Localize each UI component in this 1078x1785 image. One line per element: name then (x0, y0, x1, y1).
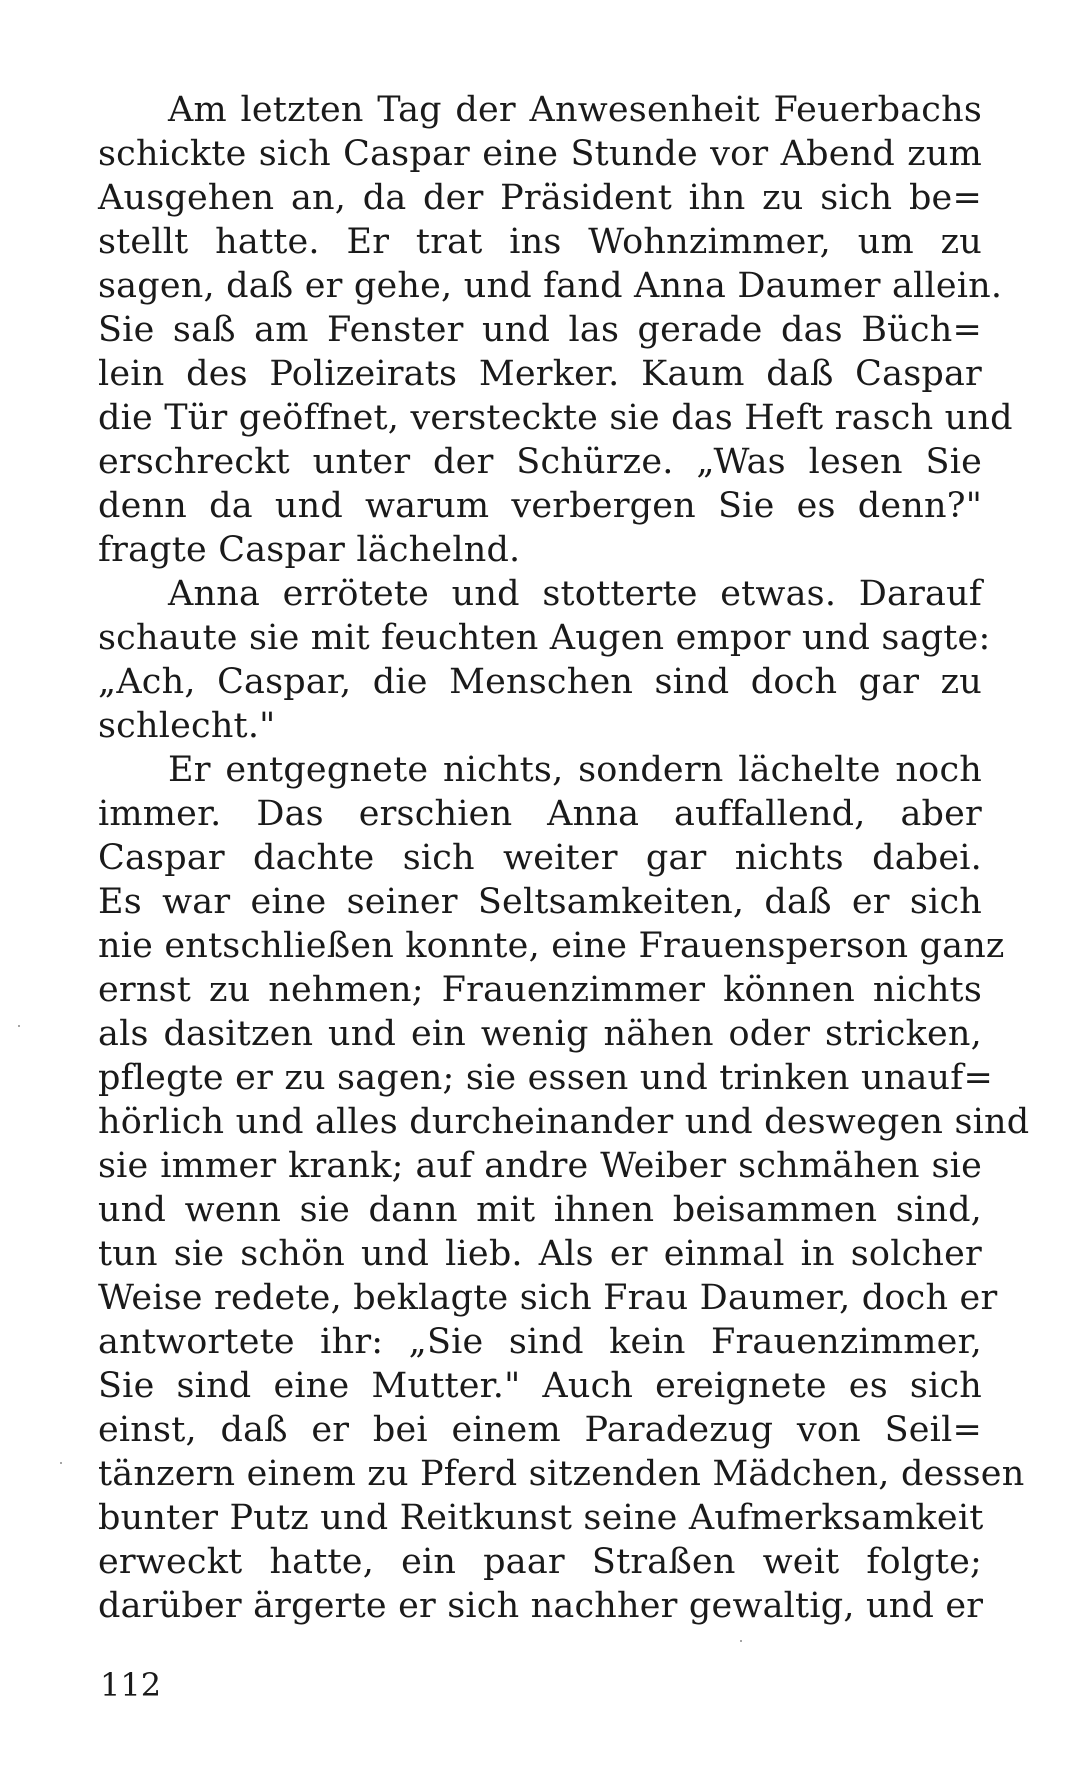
paper-speck (740, 1640, 742, 1642)
text-line: immer. Das erschien Anna auffallend, aber (98, 794, 982, 834)
text-line: denn da und warum verbergen Sie es denn?" (98, 486, 982, 526)
body-text (98, 88, 1030, 1628)
text-line: pflegte er zu sagen; sie essen und trinken unauf= (98, 1058, 993, 1098)
text-line: stellt hatte. Er trat ins Wohnzimmer, um zu (98, 222, 982, 262)
text-line: als dasitzen und ein wenig nähen oder stricken, (98, 1014, 982, 1054)
text-line: Sie saß am Fenster und las gerade das Büch= (98, 310, 982, 350)
text-line: antwortete ihr: „Sie sind kein Frauenzimmer, (98, 1322, 982, 1362)
text-line: Anna errötete und stotterte etwas. Darauf (168, 574, 982, 614)
text-line: Sie sind eine Mutter." Auch ereignete es sich (98, 1366, 982, 1406)
text-line: Weise redete, beklagte sich Frau Daumer, doch er (98, 1278, 998, 1318)
text-line: fragte Caspar lächelnd. (98, 530, 521, 570)
text-line: lein des Polizeirats Merker. Kaum daß Caspar (98, 354, 982, 394)
text-line: sie immer krank; auf andre Weiber schmähen sie (98, 1146, 982, 1186)
text-line: Caspar dachte sich weiter gar nichts dabei. (98, 838, 982, 878)
page-number: 112 (100, 1666, 162, 1704)
text-line: sagen, daß er gehe, und fand Anna Daumer allein. (98, 266, 1003, 306)
text-line: schickte sich Caspar eine Stunde vor Abend zum (98, 134, 982, 174)
text-line: Es war eine seiner Seltsamkeiten, daß er sich (98, 882, 982, 922)
text-line: Ausgehen an, da der Präsident ihn zu sich be= (98, 178, 982, 218)
text-line: Am letzten Tag der Anwesenheit Feuerbachs (168, 90, 982, 130)
text-line: erschreckt unter der Schürze. „Was lesen Sie (98, 442, 982, 482)
text-line: ernst zu nehmen; Frauenzimmer können nichts (98, 970, 982, 1010)
text-line: tänzern einem zu Pferd sitzenden Mädchen, dessen (98, 1454, 1025, 1494)
text-line: hörlich und alles durcheinander und deswegen sind (98, 1102, 1030, 1142)
text-line: die Tür geöffnet, versteckte sie das Heft rasch und (98, 398, 1013, 438)
paper-speck (18, 1025, 20, 1027)
text-line: nie entschließen konnte, eine Frauensperson ganz (98, 926, 1005, 966)
text-line: schaute sie mit feuchten Augen empor und sagte: (98, 618, 991, 658)
text-line: darüber ärgerte er sich nachher gewaltig, und er (98, 1586, 984, 1626)
text-line: erweckt hatte, ein paar Straßen weit folgte; (98, 1542, 982, 1582)
paper-speck (60, 1462, 62, 1464)
text-line: „Ach, Caspar, die Menschen sind doch gar zu (98, 662, 982, 702)
text-line: Er entgegnete nichts, sondern lächelte noch (168, 750, 982, 790)
text-line: einst, daß er bei einem Paradezug von Seil= (98, 1410, 982, 1450)
text-line: und wenn sie dann mit ihnen beisammen sind, (98, 1190, 982, 1230)
text-line: schlecht." (98, 706, 276, 746)
text-line: tun sie schön und lieb. Als er einmal in solcher (98, 1234, 982, 1274)
text-line: bunter Putz und Reitkunst seine Aufmerksamkeit (98, 1498, 984, 1538)
